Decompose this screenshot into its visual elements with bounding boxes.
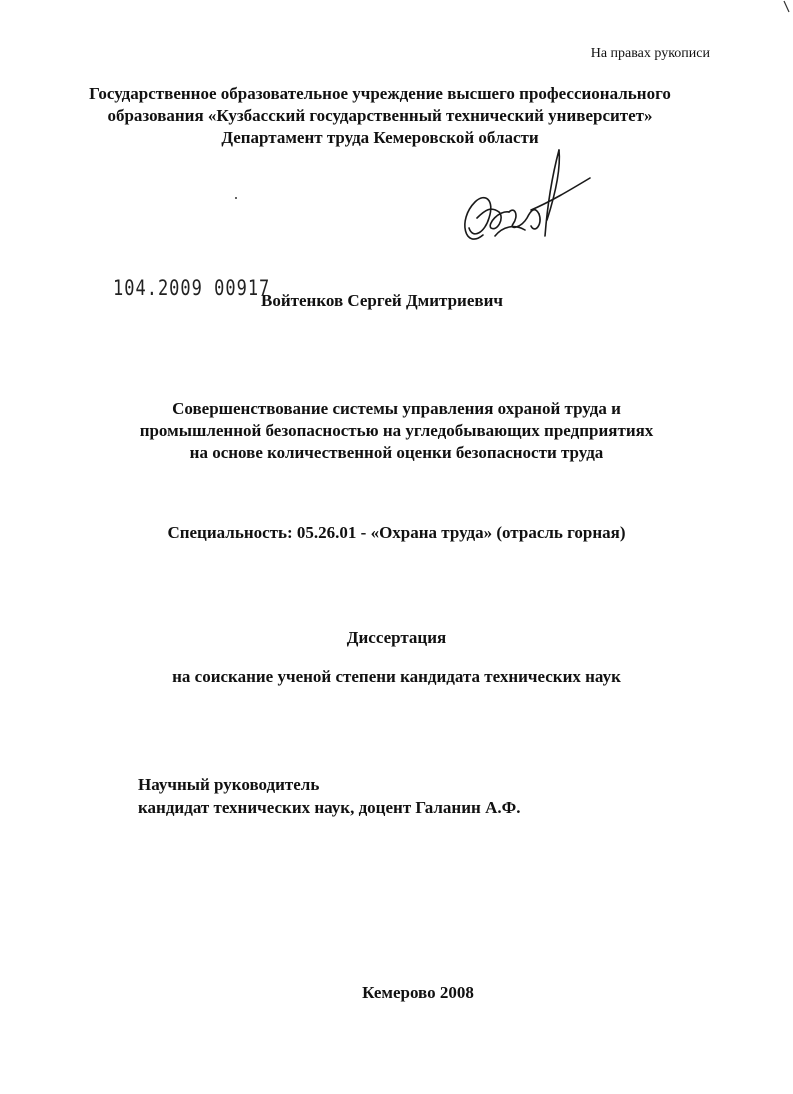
corner-scan-mark [782, 0, 792, 14]
supervisor-details: кандидат технических наук, доцент Галанин А.Ф. [138, 798, 521, 817]
scan-speck [235, 197, 237, 199]
institution-line: Департамент труда Кемеровской области [221, 128, 539, 147]
signature [455, 140, 605, 260]
city-year: Кемерово 2008 [362, 983, 474, 1002]
degree-line: на соискание ученой степени кандидата технических наук [172, 667, 621, 686]
title-line: промышленной безопасностью на угледобывающих предприятиях [139, 421, 654, 440]
institution-header [0, 83, 760, 149]
rights-note: На правах рукописи [590, 46, 710, 61]
title-line: Совершенствование системы управления охраной труда и [172, 399, 621, 418]
document-type: Диссертация [346, 628, 447, 647]
supervisor-label: Научный руководитель [138, 775, 320, 794]
institution-line: Государственное образовательное учреждение высшего профессионального [89, 84, 671, 103]
thesis-title [0, 398, 793, 464]
specialty: Специальность: 05.26.01 - «Охрана труда» (отрасль горная) [167, 523, 626, 542]
title-line: на основе количественной оценки безопасности труда [189, 443, 604, 462]
registration-stamp: 104.2009 00917 [113, 276, 271, 301]
institution-line: образования «Кузбасский государственный технический университет» [107, 106, 653, 125]
author-name: Войтенков Сергей Дмитриевич [261, 291, 503, 310]
supervisor-block [138, 773, 520, 819]
